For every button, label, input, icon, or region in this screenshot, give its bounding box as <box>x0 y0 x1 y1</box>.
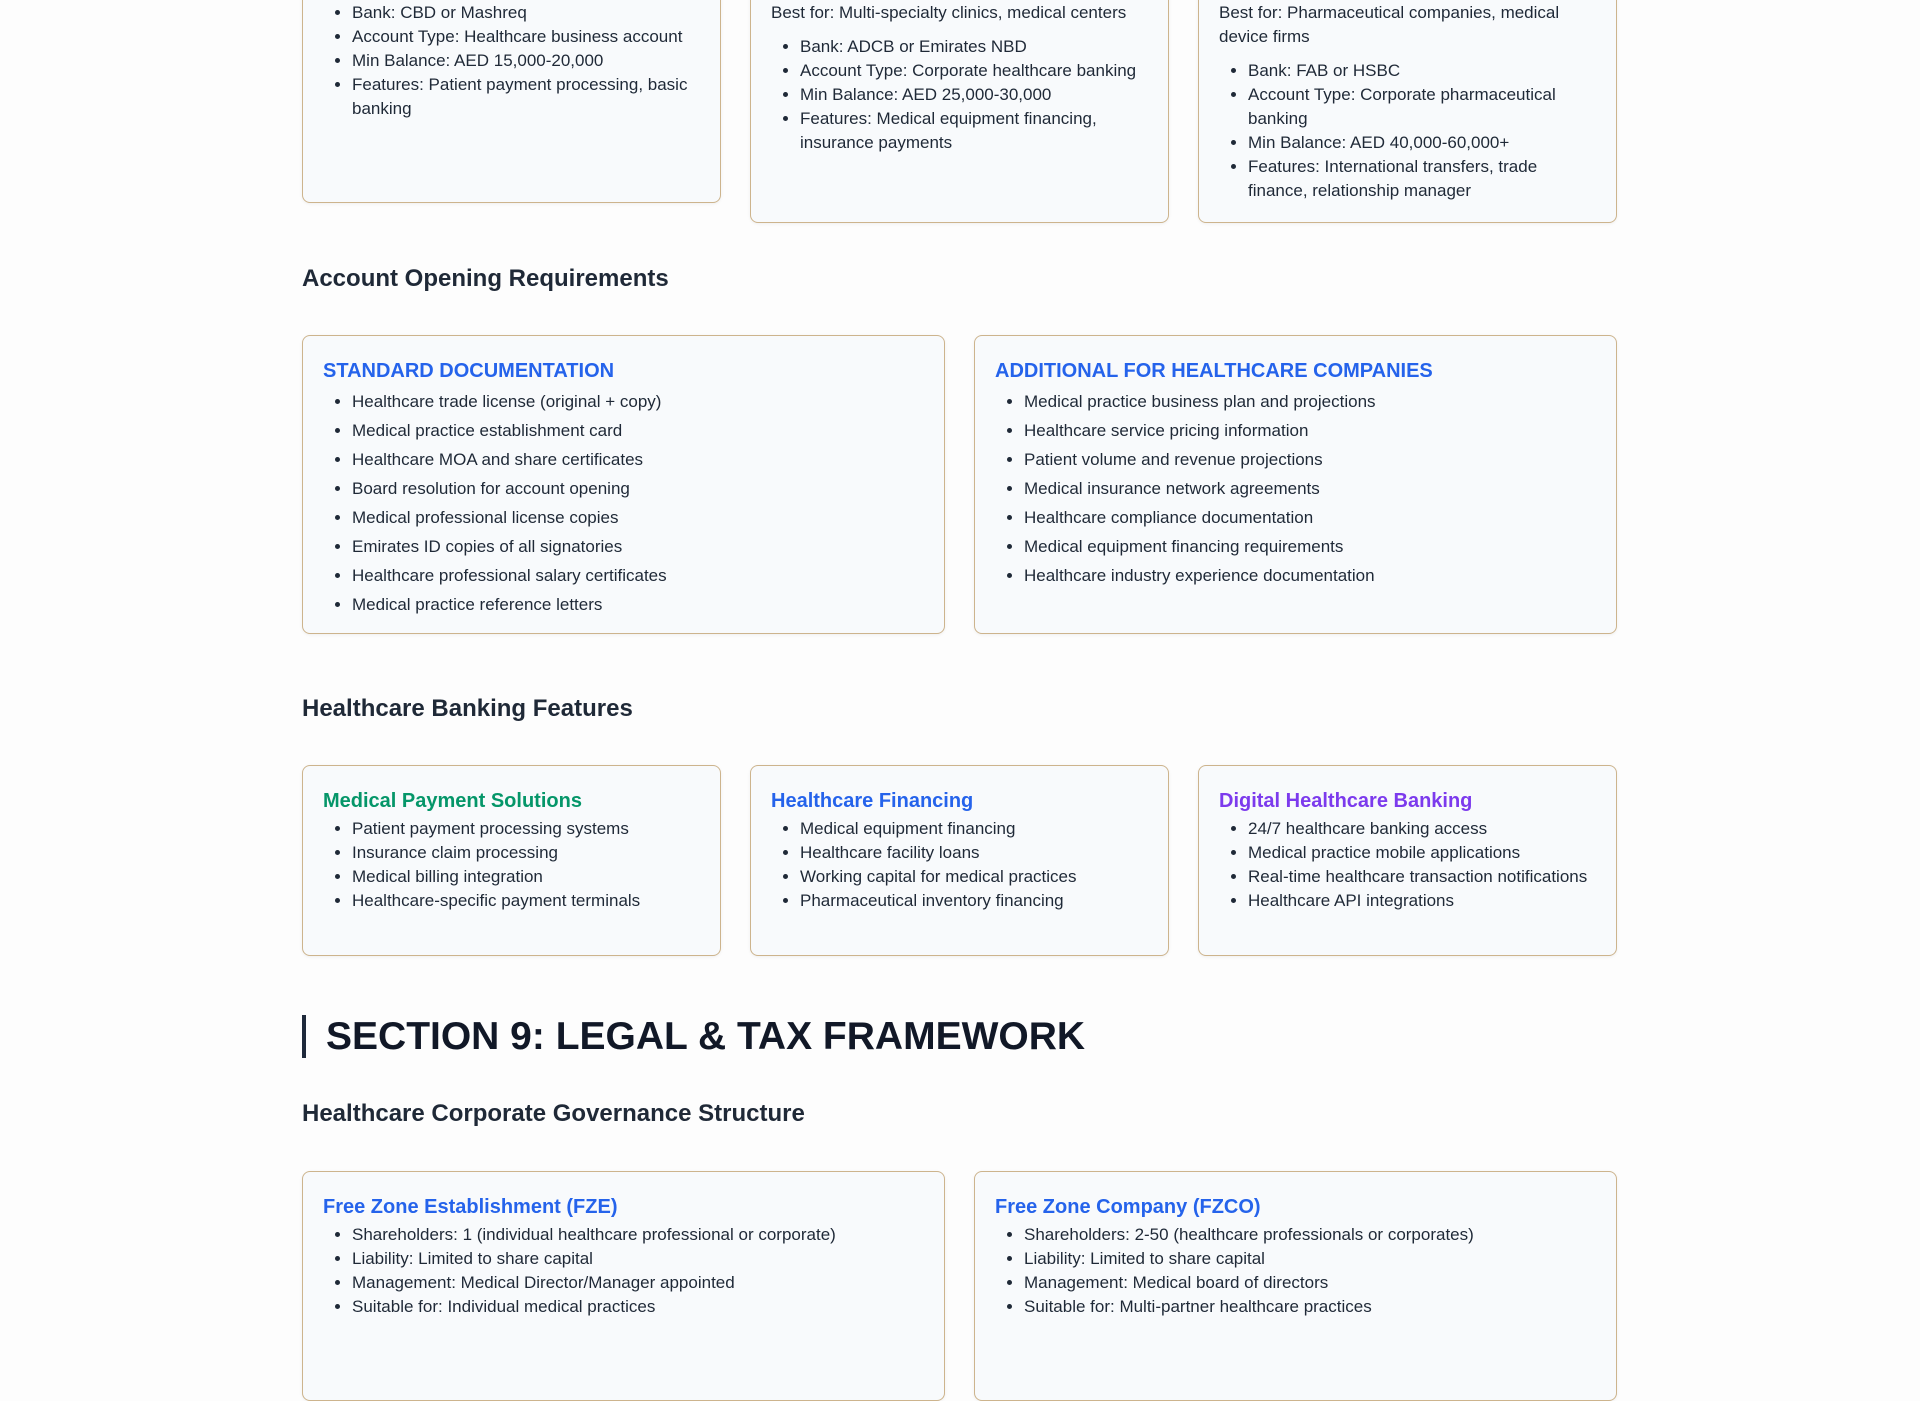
card-title: Medical Payment Solutions <box>323 790 582 812</box>
list-item: • Features: Patient payment processing, basic banking <box>352 73 700 121</box>
banking-option-card-3 <box>1198 0 1617 223</box>
list-item: • Min Balance: AED 15,000-20,000 <box>352 49 700 73</box>
card-title: STANDARD DOCUMENTATION <box>323 360 615 382</box>
list-item: • Pharmaceutical inventory financing <box>800 889 1148 913</box>
bullet-list <box>771 35 1148 155</box>
bullet-list <box>323 1 700 121</box>
list-item: • Medical practice establishment card <box>352 416 924 445</box>
list-item: • Bank: ADCB or Emirates NBD <box>800 35 1148 59</box>
list-item: • Real-time healthcare transaction notifications <box>1248 865 1596 889</box>
bullet-list <box>1219 817 1596 913</box>
bullet-list <box>771 817 1148 913</box>
list-item: • Account Type: Corporate pharmaceutical banking <box>1248 83 1596 131</box>
banking-option-card-1 <box>302 0 721 203</box>
list-item: • Medical practice mobile applications <box>1248 841 1596 865</box>
best-for-text: Best for: Pharmaceutical companies, medical device firms <box>1219 3 1560 46</box>
medical-payment-solutions-card <box>302 765 721 956</box>
card-title: ADDITIONAL FOR HEALTHCARE COMPANIES <box>995 360 1433 382</box>
list-item: • Medical professional license copies <box>352 503 924 532</box>
bullet-list <box>323 1223 924 1319</box>
list-item: • Account Type: Corporate healthcare banking <box>800 59 1148 83</box>
list-item: • Medical practice business plan and projections <box>1024 387 1596 416</box>
section-9-header <box>302 1015 1085 1058</box>
fzco-card <box>974 1171 1617 1401</box>
list-item: • 24/7 healthcare banking access <box>1248 817 1596 841</box>
list-item: • Liability: Limited to share capital <box>1024 1247 1596 1271</box>
list-item: • Shareholders: 1 (individual healthcare professional or corporate) <box>352 1223 924 1247</box>
list-item: • Bank: CBD or Mashreq <box>352 1 700 25</box>
list-item: • Medical insurance network agreements <box>1024 474 1596 503</box>
list-item: • Healthcare industry experience documentation <box>1024 561 1596 590</box>
bullet-list <box>323 387 924 619</box>
section-9-title: SECTION 9: LEGAL & TAX FRAMEWORK <box>326 1015 1086 1058</box>
bullet-list <box>995 387 1596 590</box>
list-item: • Min Balance: AED 25,000-30,000 <box>800 83 1148 107</box>
banking-features-heading: Healthcare Banking Features <box>302 695 633 722</box>
list-item: • Healthcare facility loans <box>800 841 1148 865</box>
list-item: • Suitable for: Individual medical practices <box>352 1295 924 1319</box>
list-item: • Healthcare trade license (original + copy) <box>352 387 924 416</box>
list-item: • Medical billing integration <box>352 865 700 889</box>
list-item: • Healthcare-specific payment terminals <box>352 889 700 913</box>
account-opening-requirements-heading: Account Opening Requirements <box>302 265 669 292</box>
card-title: Free Zone Establishment (FZE) <box>323 1196 618 1218</box>
best-for-text: Best for: Multi-specialty clinics, medical centers <box>771 3 1127 22</box>
bullet-list <box>995 1223 1596 1319</box>
bullet-list <box>1219 59 1596 203</box>
list-item: • Shareholders: 2-50 (healthcare professionals or corporates) <box>1024 1223 1596 1247</box>
list-item: • Medical practice reference letters <box>352 590 924 619</box>
fze-card <box>302 1171 945 1401</box>
governance-heading: Healthcare Corporate Governance Structure <box>302 1100 805 1127</box>
banking-option-card-2 <box>750 0 1169 223</box>
list-item: • Emirates ID copies of all signatories <box>352 532 924 561</box>
card-title: Digital Healthcare Banking <box>1219 790 1473 812</box>
list-item: • Board resolution for account opening <box>352 474 924 503</box>
bullet-list <box>323 817 700 913</box>
list-item: • Patient payment processing systems <box>352 817 700 841</box>
card-title: Healthcare Financing <box>771 790 974 812</box>
list-item: • Patient volume and revenue projections <box>1024 445 1596 474</box>
additional-healthcare-card <box>974 335 1617 634</box>
list-item: • Healthcare professional salary certificates <box>352 561 924 590</box>
healthcare-financing-card <box>750 765 1169 956</box>
list-item: • Medical equipment financing <box>800 817 1148 841</box>
list-item: • Healthcare compliance documentation <box>1024 503 1596 532</box>
list-item: • Features: International transfers, trade finance, relationship manager <box>1248 155 1596 203</box>
standard-documentation-card <box>302 335 945 634</box>
list-item: • Healthcare API integrations <box>1248 889 1596 913</box>
list-item: • Account Type: Healthcare business account <box>352 25 700 49</box>
list-item: • Working capital for medical practices <box>800 865 1148 889</box>
digital-healthcare-banking-card <box>1198 765 1617 956</box>
list-item: • Liability: Limited to share capital <box>352 1247 924 1271</box>
list-item: • Medical equipment financing requirements <box>1024 532 1596 561</box>
list-item: • Healthcare MOA and share certificates <box>352 445 924 474</box>
list-item: • Insurance claim processing <box>352 841 700 865</box>
list-item: • Bank: FAB or HSBC <box>1248 59 1596 83</box>
list-item: • Management: Medical Director/Manager appointed <box>352 1271 924 1295</box>
list-item: • Management: Medical board of directors <box>1024 1271 1596 1295</box>
card-title: Free Zone Company (FZCO) <box>995 1196 1261 1218</box>
list-item: • Healthcare service pricing information <box>1024 416 1596 445</box>
list-item: • Suitable for: Multi-partner healthcare practices <box>1024 1295 1596 1319</box>
list-item: • Min Balance: AED 40,000-60,000+ <box>1248 131 1596 155</box>
list-item: • Features: Medical equipment financing, insurance payments <box>800 107 1148 155</box>
